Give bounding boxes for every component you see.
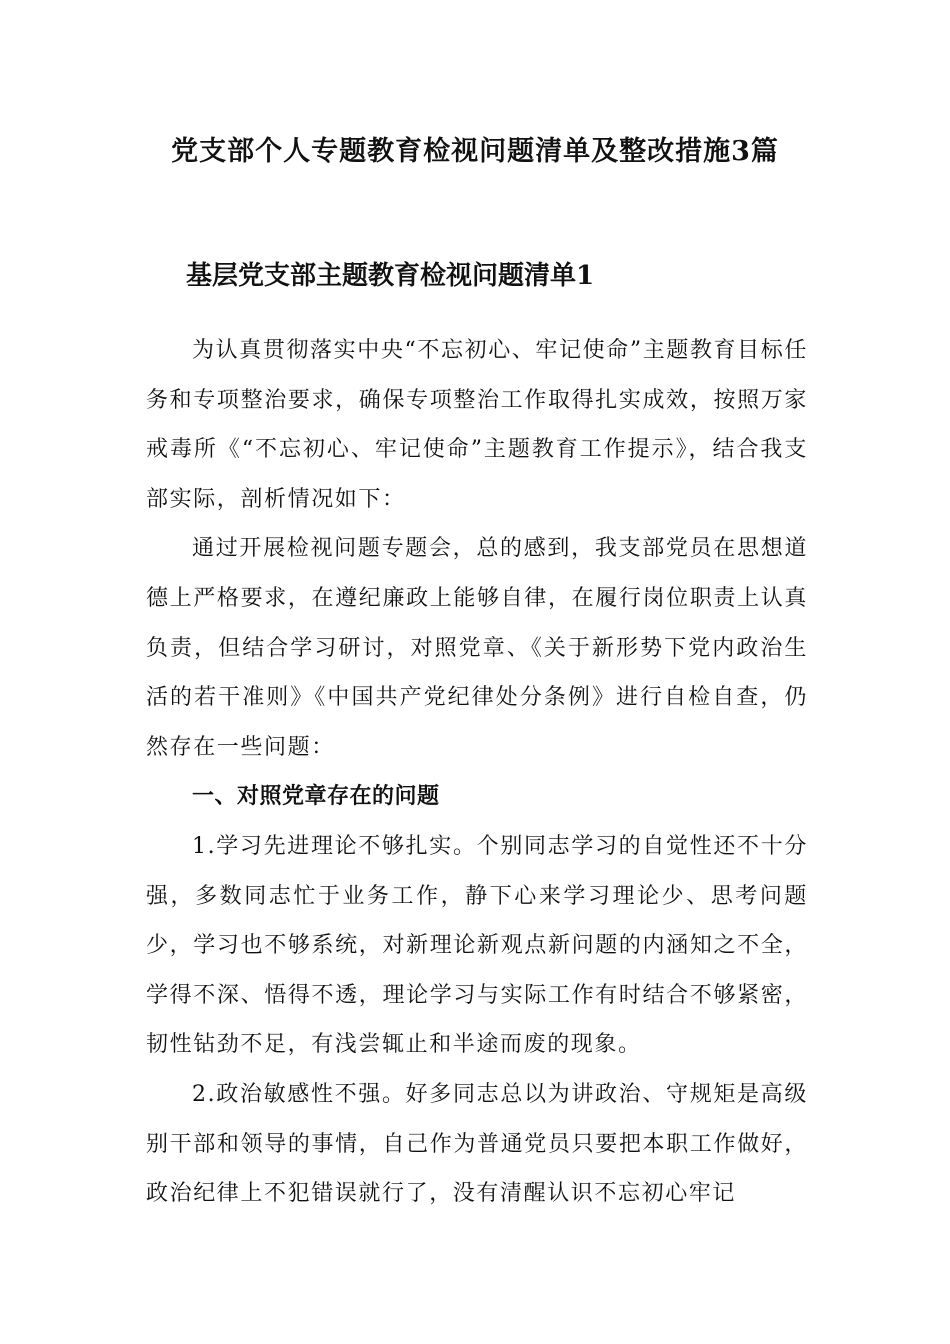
- paragraph-item-2: 2.政治敏感性不强。好多同志总以为讲政治、守规矩是高级别干部和领导的事情，自己作为普通党员只要把本职工作做好，政治纪律上不犯错误就行了，没有清醒认识不忘初心牢记: [146, 1081, 808, 1207]
- paragraph-summary: 通过开展检视问题专题会，总的感到，我支部党员在思想道德上严格要求，在遵纪廉政上能够自律，在履行岗位职责上认真负责，但结合学习研讨，对照党章、《关于新形势下党内政治生活的若干准则》《中国共产党纪律处分条例》进行自检自查，仍然存在一些问题：: [146, 536, 808, 760]
- document-title: 党支部个人专题教育检视问题清单及整改措施3篇: [171, 136, 779, 167]
- section-title: 基层党支部主题教育检视问题清单1: [186, 261, 595, 291]
- paragraph-intro: 为认真贯彻落实中央“不忘初心、牢记使命”主题教育目标任务和专项整治要求，确保专项整治工作取得扎实成效，按照万家戒毒所《“不忘初心、牢记使命”主题教育工作提示》，结合我支部实际，剖析情况如下：: [146, 338, 808, 512]
- subheading-party-constitution: 一、对照党章存在的问题: [192, 783, 440, 810]
- paragraph-item-1: 1.学习先进理论不够扎实。个别同志学习的自觉性还不十分强，多数同志忙于业务工作，静下心来学习理论少、思考问题少，学习也不够系统，对新理论新观点新问题的内涵知之不全，学得不深、悟得不透，理论学习与实际工作有时结合不够紧密，韧性钻劲不足，有浅尝辄止和半途而废的现象。: [146, 833, 808, 1058]
- document-body: [146, 326, 808, 1219]
